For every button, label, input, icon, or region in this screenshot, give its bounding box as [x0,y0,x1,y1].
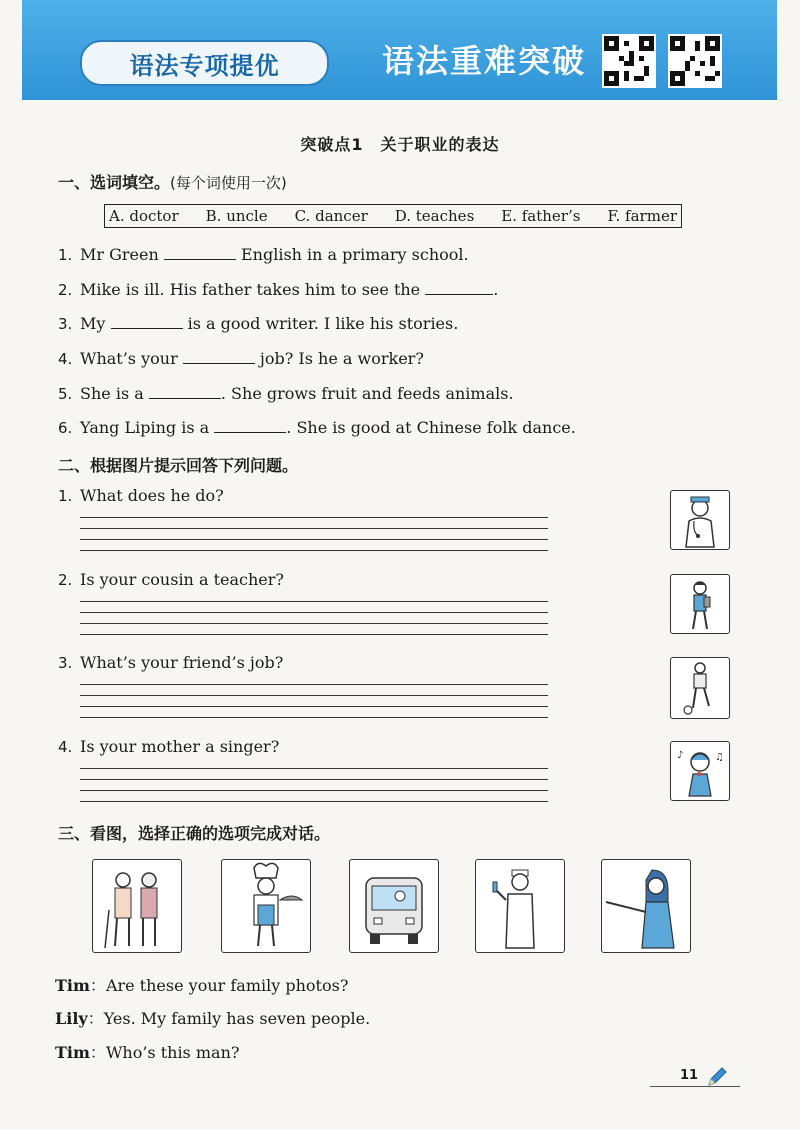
part1-heading [58,170,287,193]
answer-blank[interactable] [214,418,286,433]
dialogue-line: Lily：Yes. My family has seven people. [55,1009,371,1028]
header-badge-text: 语法专项提优 [129,51,280,80]
driver-icon [349,859,439,953]
teacher-icon [601,859,691,953]
fill-question: 2. Mike is ill. His father takes him to see the . [58,280,499,299]
answer-blank[interactable] [164,245,236,260]
svg-text:♪: ♪ [677,750,684,761]
picture-question: 2. Is your cousin a teacher? [58,570,284,589]
word-option: B. uncle [205,207,268,225]
answer-blank[interactable] [111,314,183,329]
fill-question: 1. Mr Green English in a primary school. [58,245,469,264]
fill-question: 3. My is a good writer. I like his stories. [58,314,459,333]
answer-lines[interactable] [80,517,548,551]
word-bank [104,204,682,228]
answer-blank[interactable] [425,280,493,295]
part2-heading: 二、根据图片提示回答下列问题。 [58,456,299,475]
word-option: C. dancer [294,207,368,225]
svg-text:♫: ♫ [715,752,724,763]
doctor-icon [670,490,730,550]
page-number: 11 [680,1068,699,1083]
answer-lines[interactable] [80,768,548,802]
fill-question: 6. Yang Liping is a . She is good at Chinese folk dance. [58,418,576,437]
answer-lines[interactable] [80,601,548,635]
header-badge [80,40,329,86]
qr-code-icon[interactable] [602,34,656,88]
answer-lines[interactable] [80,684,548,718]
singer-icon [670,741,730,801]
header-title: 语法重难突破 [382,42,587,80]
nurse-icon [475,859,565,953]
part3-heading: 三、看图，选择正确的选项完成对话。 [58,824,331,843]
fill-question: 5. She is a . She grows fruit and feeds animals. [58,384,514,403]
picture-question: 1. What does he do? [58,486,224,505]
answer-blank[interactable] [149,384,221,399]
word-option: D. teaches [394,207,475,225]
word-option: E. father’s [501,207,581,225]
word-option: F. farmer [607,207,677,225]
picture-question: 3. What’s your friend’s job? [58,653,284,672]
part1-note: (每个词使用一次) [170,174,287,192]
grandparents-icon [92,859,182,953]
football-player-icon [670,657,730,719]
qr-code-icon[interactable] [668,34,722,88]
part1-heading-text: 一、选词填空。 [58,173,171,192]
student-icon [670,574,730,634]
pencil-icon [706,1066,728,1088]
section-title: 突破点1 关于职业的表达 [300,135,500,154]
cook-icon [221,859,311,953]
fill-question: 4. What’s your job? Is he a worker? [58,349,424,368]
answer-blank[interactable] [183,349,255,364]
word-option: A. doctor [109,207,179,225]
dialogue-line: Tim：Who’s this man? [55,1043,240,1062]
header-banner [22,0,777,100]
picture-question: 4. Is your mother a singer? [58,737,280,756]
dialogue-line: Tim：Are these your family photos? [55,976,349,995]
